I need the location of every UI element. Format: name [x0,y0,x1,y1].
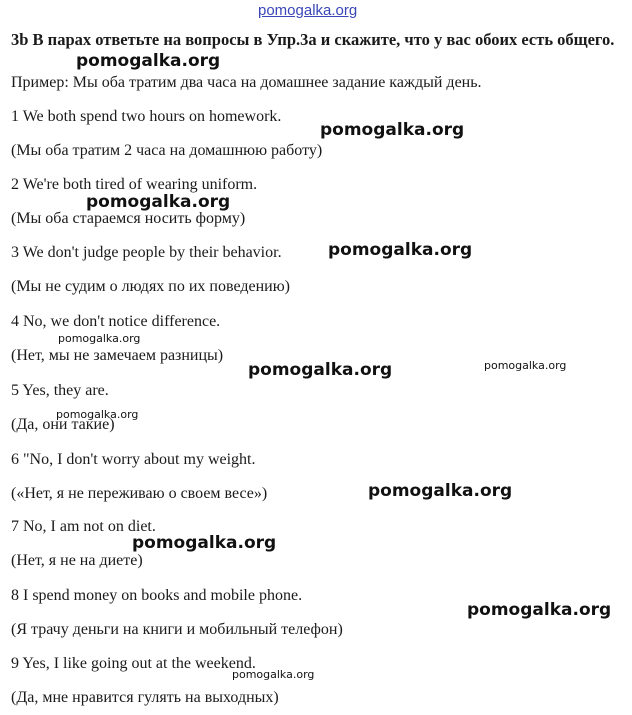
watermark: pomogalka.org [58,332,141,345]
answer-1-ru: (Мы оба тратим 2 часа на домашнюю работу) [11,142,323,159]
watermark: pomogalka.org [328,240,473,260]
answer-6-ru: («Нет, я не переживаю о своем весе») [11,485,268,502]
answer-4-ru: (Нет, мы не замечаем разницы) [11,347,224,364]
header-watermark[interactable]: pomogalka.org [258,2,358,19]
watermark: pomogalka.org [56,408,139,421]
answer-2-ru: (Мы оба стараемся носить форму) [11,210,246,227]
answer-3-en: 3 We don't judge people by their behavior. [11,244,282,261]
watermark: pomogalka.org [132,533,277,553]
watermark: pomogalka.org [484,359,567,372]
watermark: pomogalka.org [232,668,315,681]
answer-5-ru: (Да, они такие) [11,416,115,433]
watermark: pomogalka.org [320,120,465,140]
answer-1-en: 1 We both spend two hours on homework. [11,108,282,125]
watermark: pomogalka.org [467,600,612,620]
answer-5-en: 5 Yes, they are. [11,382,109,399]
answer-8-ru: (Я трачу деньги на книги и мобильный телефон) [11,621,343,638]
answer-2-en: 2 We're both tired of wearing uniform. [11,176,258,193]
watermark: pomogalka.org [368,481,513,501]
answer-4-en: 4 No, we don't notice difference. [11,313,221,330]
answer-6-en: 6 "No, I don't worry about my weight. [11,451,256,468]
watermark: pomogalka.org [86,192,231,212]
answer-3-ru: (Мы не судим о людях по их поведению) [11,278,290,295]
watermark: pomogalka.org [248,360,393,380]
answer-7-en: 7 No, I am not on diet. [11,518,156,535]
answer-9-ru: (Да, мне нравится гулять на выходных) [11,689,279,706]
answer-7-ru: (Нет, я не на диете) [11,552,143,569]
answer-9-en: 9 Yes, I like going out at the weekend. [11,655,256,672]
exercise-title: 3b В парах ответьте на вопросы в Упр.3а и скажите, что у вас обоих есть общего. [11,30,615,49]
exercise-example: Пример: Мы оба тратим два часа на домашнее задание каждый день. [11,74,482,91]
watermark: pomogalka.org [76,51,221,71]
answer-8-en: 8 I spend money on books and mobile phone. [11,587,303,604]
